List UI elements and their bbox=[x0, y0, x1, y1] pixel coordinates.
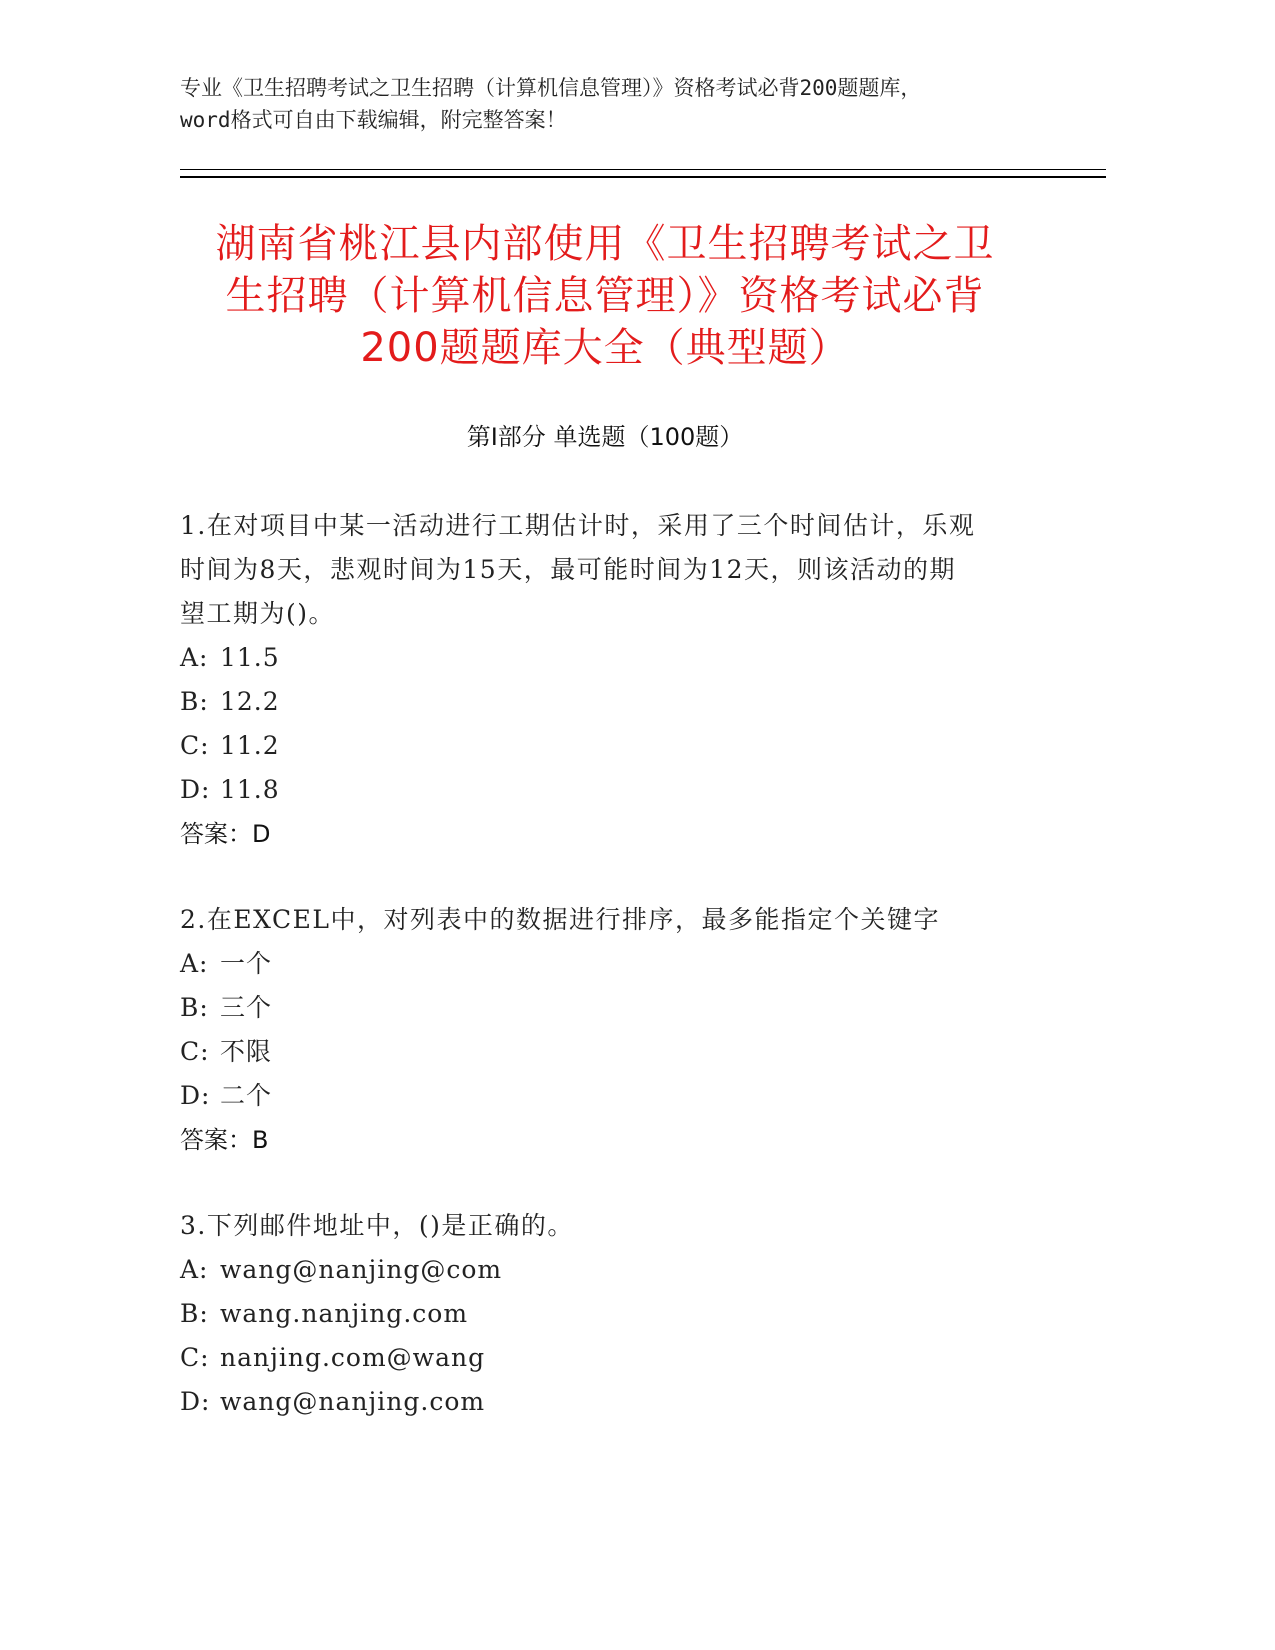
option-d bbox=[180, 1380, 1030, 1424]
question-item bbox=[180, 898, 1030, 1162]
option-a bbox=[180, 942, 1030, 986]
question-stem-line: 2.在EXCEL中，对列表中的数据进行排序，最多能指定个关键字 bbox=[180, 905, 940, 934]
option-a bbox=[180, 1248, 1030, 1292]
option-text: 11.2 bbox=[220, 731, 280, 760]
option-text: wang@nanjing@com bbox=[220, 1255, 503, 1284]
option-text: nanjing.com@wang bbox=[220, 1343, 486, 1372]
question-item bbox=[180, 1204, 1030, 1424]
question-stem-line: 3.下列邮件地址中，()是正确的。 bbox=[180, 1211, 574, 1240]
header-note-line-2: word格式可自由下载编辑，附完整答案！ bbox=[180, 108, 567, 132]
option-b bbox=[180, 986, 1030, 1030]
header-divider-top bbox=[180, 169, 1106, 170]
answer-line: 答案：D bbox=[180, 820, 271, 848]
option-text: 三个 bbox=[220, 993, 273, 1022]
header-divider-bottom bbox=[180, 176, 1106, 178]
question-item bbox=[180, 504, 1030, 856]
option-letter: D: bbox=[180, 775, 211, 804]
option-text: wang@nanjing.com bbox=[220, 1387, 486, 1416]
document-title-line-3: 200题题库大全（典型题） bbox=[360, 325, 850, 371]
option-c bbox=[180, 1336, 1030, 1380]
option-letter: D: bbox=[180, 1387, 211, 1416]
option-d bbox=[180, 768, 1030, 812]
option-letter: A: bbox=[180, 949, 209, 978]
question-stem-line: 时间为8天，悲观时间为15天，最可能时间为12天，则该活动的期 bbox=[180, 555, 957, 584]
document-title-line-2: 生招聘（计算机信息管理）》资格考试必背 bbox=[225, 273, 985, 319]
option-d bbox=[180, 1074, 1030, 1118]
question-stem-line: 望工期为()。 bbox=[180, 599, 336, 628]
header-note-line-1: 专业《卫生招聘考试之卫生招聘（计算机信息管理）》资格考试必背200题题库， bbox=[180, 76, 922, 100]
option-c bbox=[180, 1030, 1030, 1074]
document-title-line-1: 湖南省桃江县内部使用《卫生招聘考试之卫 bbox=[215, 221, 995, 267]
option-a bbox=[180, 636, 1030, 680]
option-text: 11.5 bbox=[220, 643, 280, 672]
header-note bbox=[180, 72, 1080, 136]
question-list bbox=[180, 504, 1030, 1466]
document-title bbox=[180, 218, 1030, 374]
option-letter: B: bbox=[180, 1299, 209, 1328]
option-text: 二个 bbox=[220, 1081, 273, 1110]
option-letter: C: bbox=[180, 1037, 210, 1066]
option-text: 一个 bbox=[220, 949, 273, 978]
option-letter: D: bbox=[180, 1081, 211, 1110]
option-c bbox=[180, 724, 1030, 768]
option-letter: C: bbox=[180, 1343, 210, 1372]
answer-line: 答案：B bbox=[180, 1126, 269, 1154]
option-letter: C: bbox=[180, 731, 210, 760]
option-text: 11.8 bbox=[220, 775, 280, 804]
question-stem-line: 1.在对项目中某一活动进行工期估计时，采用了三个时间估计，乐观 bbox=[180, 511, 976, 540]
option-text: 12.2 bbox=[220, 687, 280, 716]
section-heading: 第Ⅰ部分 单选题（100题） bbox=[466, 423, 744, 451]
option-letter: A: bbox=[180, 643, 209, 672]
option-letter: A: bbox=[180, 1255, 209, 1284]
option-b bbox=[180, 680, 1030, 724]
option-b bbox=[180, 1292, 1030, 1336]
option-text: wang.nanjing.com bbox=[220, 1299, 469, 1328]
option-letter: B: bbox=[180, 687, 209, 716]
option-letter: B: bbox=[180, 993, 209, 1022]
option-text: 不限 bbox=[220, 1037, 273, 1066]
